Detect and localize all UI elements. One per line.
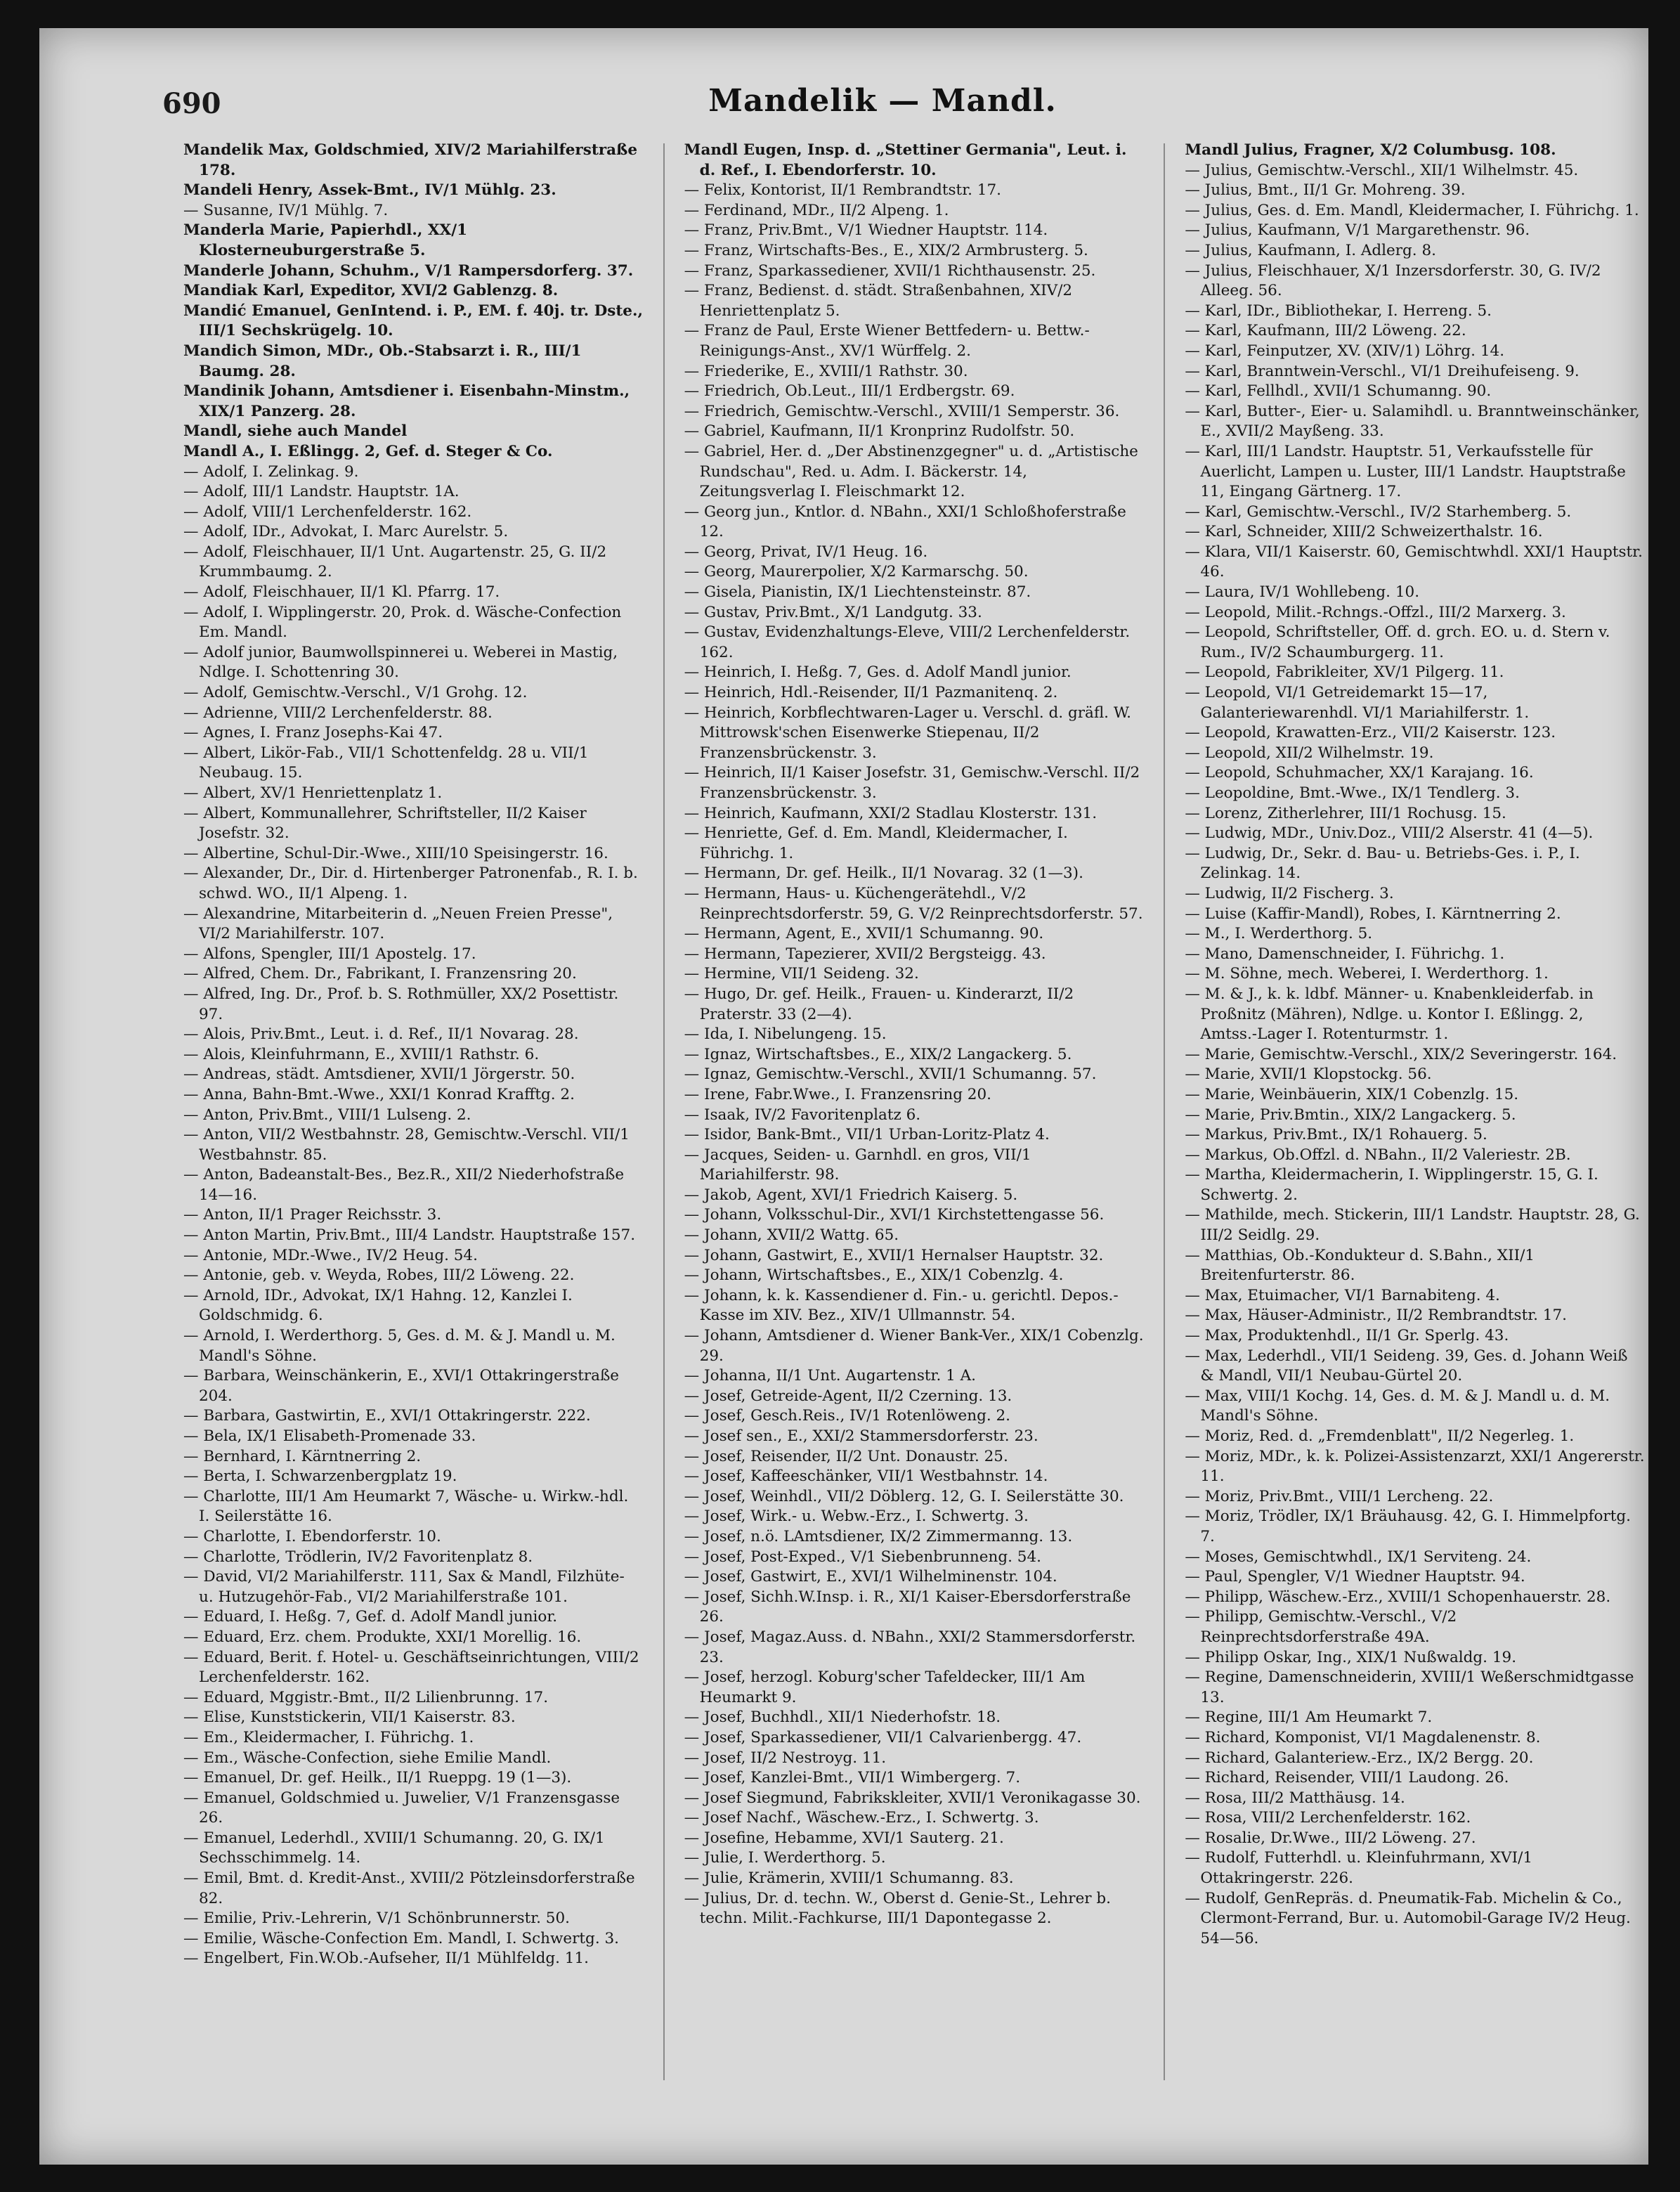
directory-entry: — Marie, Weinbäuerin, XIX/1 Cobenzlg. 15. xyxy=(1185,1085,1519,1103)
directory-entry: — Arnold, IDr., Advokat, IX/1 Hahng. 12, Kanzlei I. Goldschmidg. 6. xyxy=(183,1286,573,1325)
directory-entry: — Leopold, VI/1 Getreidemarkt 15—17, Galanteriewarenhdl. VI/1 Mariahilferstr. 1. xyxy=(1185,684,1530,722)
directory-entry: — Moriz, Priv.Bmt., VIII/1 Lercheng. 22. xyxy=(1185,1487,1494,1505)
directory-entry: — Em., Wäsche-Confection, siehe Emilie Mandl. xyxy=(183,1749,552,1767)
directory-entry: — Adolf, VIII/1 Lerchenfelderstr. 162. xyxy=(183,502,472,521)
directory-entry: — Julius, Kaufmann, I. Adlerg. 8. xyxy=(1185,241,1436,259)
directory-entry: — Adolf, Fleischhauer, II/1 Kl. Pfarrg. 17. xyxy=(183,583,500,602)
directory-entry: — Ida, I. Nibelungeng. 15. xyxy=(684,1025,887,1044)
directory-entry: — Alfred, Chem. Dr., Fabrikant, I. Franzensring 20. xyxy=(183,965,577,983)
directory-entry: — Josef, n.ö. LAmtsdiener, IX/2 Zimmermanng. 13. xyxy=(684,1527,1073,1545)
directory-entry: — Karl, Fellhdl., XVII/1 Schumanng. 90. xyxy=(1185,382,1492,401)
directory-entry: — Martha, Kleidermacherin, I. Wipplingerstr. 15, G. I. Schwertg. 2. xyxy=(1185,1166,1598,1204)
directory-entry: — Isidor, Bank-Bmt., VII/1 Urban-Loritz-Platz 4. xyxy=(684,1126,1050,1144)
directory-entry: — Antonie, geb. v. Weyda, Robes, III/2 Löweng. 22. xyxy=(183,1266,575,1285)
directory-entry: — Rosalie, Dr.Wwe., III/2 Löweng. 27. xyxy=(1185,1829,1476,1847)
directory-entry: — Em., Kleidermacher, I. Führichg. 1. xyxy=(183,1728,474,1746)
directory-entry: Mandelik Max, Goldschmied, XIV/2 Mariahilferstraße 178. xyxy=(183,141,638,179)
directory-entry: — Leopold, Schuhmacher, XX/1 Karajang. 16. xyxy=(1185,764,1534,782)
directory-entry: — Josef, Magaz.Auss. d. NBahn., XXI/2 Stammersdorferstr. 23. xyxy=(684,1628,1136,1666)
directory-entry: — Adolf, Gemischtw.-Verschl., V/1 Grohg. 12. xyxy=(183,684,528,702)
directory-entry: — Max, Häuser-Administr., II/2 Rembrandtstr. 17. xyxy=(1185,1306,1567,1325)
directory-entry: — Moriz, Trödler, IX/1 Bräuhausg. 42, G. I. Himmelpfortg. 7. xyxy=(1185,1507,1632,1545)
directory-entry: — Leopold, Krawatten-Erz., VII/2 Kaiserstr. 123. xyxy=(1185,724,1556,742)
directory-entry: — Eduard, Berit. f. Hotel- u. Geschäftseinrichtungen, VIII/2 Lerchenfelderstr. 162. xyxy=(183,1648,639,1687)
directory-entry: Mandl, siehe auch Mandel xyxy=(183,422,408,441)
directory-entry: — Charlotte, I. Ebendorferstr. 10. xyxy=(183,1527,441,1545)
directory-entry: Manderla Marie, Papierhdl., XX/1 Klosterneuburgerstraße 5. xyxy=(183,221,468,259)
directory-entry: — Gabriel, Her. d. „Der Abstinenzgegner" u. d. „Artistische Rundschau", Red. u. Adm. I. Bäckerstr. 14, Zeitungsverlag I. Fleischmarkt 12. xyxy=(684,442,1138,501)
directory-entry: Mandinik Johann, Amtsdiener i. Eisenbahn-Minstm., XIX/1 Panzerg. 28. xyxy=(183,382,630,420)
directory-entry: — Hermann, Tapezierer, XVII/2 Bergsteigg. 43. xyxy=(684,945,1046,963)
directory-entry: — Karl, Gemischtw.-Verschl., IV/2 Starhemberg. 5. xyxy=(1185,502,1572,521)
directory-entry: — Josef sen., E., XXI/2 Stammersdorferstr. 23. xyxy=(684,1427,1038,1445)
directory-entry: — Barbara, Weinschänkerin, E., XVI/1 Ottakringerstraße 204. xyxy=(183,1367,620,1405)
directory-entry: — Ignaz, Wirtschaftsbes., E., XIX/2 Langackerg. 5. xyxy=(684,1045,1072,1063)
directory-entry: — Leopoldine, Bmt.-Wwe., IX/1 Tendlerg. 3. xyxy=(1185,784,1520,802)
directory-entry: — Friedrich, Gemischtw.-Verschl., XVIII/1 Semperstr. 36. xyxy=(684,402,1120,420)
directory-entry: — Markus, Ob.Offzl. d. NBahn., II/2 Valeriestr. 2B. xyxy=(1185,1146,1571,1164)
directory-entry: — Georg jun., Kntlor. d. NBahn., XXI/1 Schloßhoferstraße 12. xyxy=(684,502,1126,541)
directory-entry: — Josef Nachf., Wäschew.-Erz., I. Schwertg. 3. xyxy=(684,1809,1039,1827)
directory-entry: — Heinrich, Hdl.-Reisender, II/1 Pazmanitenq. 2. xyxy=(684,684,1058,702)
directory-entry: — Johann, k. k. Kassendiener d. Fin.- u. gerichtl. Depos.-Kasse im XIV. Bez., XIV/1 Ullmannstr. 54. xyxy=(684,1286,1119,1325)
directory-entry: — Hermann, Agent, E., XVII/1 Schumanng. 90. xyxy=(684,925,1044,943)
directory-entry: — Eduard, Mggistr.-Bmt., II/2 Lilienbrunng. 17. xyxy=(183,1688,549,1706)
directory-entry: — Gabriel, Kaufmann, II/1 Kronprinz Rudolfstr. 50. xyxy=(684,422,1075,441)
running-title: Mandelik — Mandl. xyxy=(708,83,1057,119)
directory-entry: — Ignaz, Gemischtw.-Verschl., XVII/1 Schumanng. 57. xyxy=(684,1065,1097,1084)
directory-entry: — Adolf junior, Baumwollspinnerei u. Weberei in Mastig, Ndlge. I. Schottenring 30. xyxy=(183,643,618,682)
directory-entry: — Emanuel, Dr. gef. Heilk., II/1 Rueppg. 19 (1—3). xyxy=(183,1769,572,1787)
directory-entry: — Josef, Wirk.- u. Webw.-Erz., I. Schwertg. 3. xyxy=(684,1507,1029,1526)
directory-entry: — Rudolf, GenRepräs. d. Pneumatik-Fab. Michelin & Co., Clermont-Ferrand, Bur. u. Automobil-Garage IV/2 Heug. 54—56. xyxy=(1185,1889,1631,1947)
directory-entry: — Agnes, I. Franz Josephs-Kai 47. xyxy=(183,724,443,742)
directory-entry: — Regine, Damenschneiderin, XVIII/1 Weßerschmidtgasse 13. xyxy=(1185,1668,1634,1706)
directory-entry: — Josef, Weinhdl., VII/2 Döblerg. 12, G. I. Seilerstätte 30. xyxy=(684,1487,1124,1505)
directory-entry: — Emil, Bmt. d. Kredit-Anst., XVIII/2 Pötzleinsdorferstraße 82. xyxy=(183,1869,635,1907)
directory-entry: — Alfons, Spengler, III/1 Apostelg. 17. xyxy=(183,945,476,963)
directory-entry: — Gustav, Priv.Bmt., X/1 Landgutg. 33. xyxy=(684,603,982,621)
directory-entry: — Ferdinand, MDr., II/2 Alpeng. 1. xyxy=(684,201,949,219)
directory-entry: — Julius, Ges. d. Em. Mandl, Kleidermacher, I. Führichg. 1. xyxy=(1185,201,1639,219)
directory-entry: — Ludwig, Dr., Sekr. d. Bau- u. Betriebs-Ges. i. P., I. Zelinkag. 14. xyxy=(1185,844,1580,883)
directory-entry: — Karl, Schneider, XIII/2 Schweizerthalstr. 16. xyxy=(1185,523,1543,541)
column-divider xyxy=(663,143,665,2080)
directory-entry: — Markus, Priv.Bmt., IX/1 Rohauerg. 5. xyxy=(1185,1126,1487,1144)
directory-entry: — Rosa, VIII/2 Lerchenfelderstr. 162. xyxy=(1185,1809,1471,1827)
directory-entry: — Ludwig, II/2 Fischerg. 3. xyxy=(1185,884,1394,902)
directory-entry: — Marie, Gemischtw.-Verschl., XIX/2 Severingerstr. 164. xyxy=(1185,1045,1617,1063)
column-divider xyxy=(1164,143,1165,2080)
directory-entry: — Franz, Sparkassediener, XVII/1 Richthausenstr. 25. xyxy=(684,261,1096,280)
directory-entry: — Heinrich, Kaufmann, XXI/2 Stadlau Klosterstr. 131. xyxy=(684,804,1098,822)
directory-entry: — M. Söhne, mech. Weberei, I. Werderthorg. 1. xyxy=(1185,965,1549,983)
directory-entry: — Eduard, I. Heßg. 7, Gef. d. Adolf Mandl junior. xyxy=(183,1608,558,1626)
column-middle xyxy=(684,141,1145,2080)
directory-entry: — Josef, Reisender, II/2 Unt. Donaustr. 25. xyxy=(684,1447,1008,1465)
directory-entry: — Adolf, IDr., Advokat, I. Marc Aurelstr. 5. xyxy=(183,523,509,541)
directory-entry: — Gisela, Pianistin, IX/1 Liechtensteinstr. 87. xyxy=(684,583,1031,602)
directory-entry: — Franz, Wirtschafts-Bes., E., XIX/2 Armbrusterg. 5. xyxy=(684,241,1088,259)
directory-entry: — Alexandrine, Mitarbeiterin d. „Neuen Freien Presse", VI/2 Mariahilferstr. 107. xyxy=(183,904,613,943)
page-number: 690 xyxy=(162,87,221,120)
directory-entry: — Heinrich, I. Heßg. 7, Ges. d. Adolf Mandl junior. xyxy=(684,663,1072,682)
directory-entry: — Josef, Kaffeeschänker, VII/1 Westbahnstr. 14. xyxy=(684,1467,1048,1486)
directory-entry: — Karl, III/1 Landstr. Hauptstr. 51, Verkaufsstelle für Auerlicht, Lampen u. Luster, III/1 Landstr. Hauptstraße 11, Eingang Gärtnerg. 17. xyxy=(1185,442,1626,501)
directory-entry: — Adolf, I. Wipplingerstr. 20, Prok. d. Wäsche-Confection Em. Mandl. xyxy=(183,603,622,642)
directory-entry: — Luise (Kaffir-Mandl), Robes, I. Kärntnerring 2. xyxy=(1185,904,1561,923)
directory-entry: — Alfred, Ing. Dr., Prof. b. S. Rothmüller, XX/2 Posettistr. 97. xyxy=(183,985,619,1023)
directory-entry: — Heinrich, Korbflechtwaren-Lager u. Verschl. d. gräfl. W. Mittrowsk'schen Eisenwerke Stiepenau, II/2 Franzensbrückenstr. 3. xyxy=(684,703,1132,762)
directory-entry: — Karl, IDr., Bibliothekar, I. Herreng. 5. xyxy=(1185,301,1492,320)
directory-entry: Manderle Johann, Schuhm., V/1 Rampersdorferg. 37. xyxy=(183,261,634,280)
directory-entry: — Irene, Fabr.Wwe., I. Franzensring 20. xyxy=(684,1085,991,1103)
directory-entry: — Josef, Getreide-Agent, II/2 Czerning. 13. xyxy=(684,1387,1012,1405)
directory-entry: — Henriette, Gef. d. Em. Mandl, Kleidermacher, I. Führichg. 1. xyxy=(684,824,1068,862)
directory-entry: — Leopold, Milit.-Rchngs.-Offzl., III/2 Marxerg. 3. xyxy=(1185,603,1566,621)
directory-entry: — Julie, Krämerin, XVIII/1 Schumanng. 83. xyxy=(684,1869,1014,1888)
directory-entry: — Gustav, Evidenzhaltungs-Eleve, VIII/2 Lerchenfelderstr. 162. xyxy=(684,623,1131,661)
directory-entry: — Philipp, Wäschew.-Erz., XVIII/1 Schopenhauerstr. 28. xyxy=(1185,1588,1611,1606)
directory-entry: — Alois, Priv.Bmt., Leut. i. d. Ref., II/1 Novarag. 28. xyxy=(183,1025,579,1044)
directory-entry: — Richard, Galanteriew.-Erz., IX/2 Bergg. 20. xyxy=(1185,1749,1534,1767)
page-header xyxy=(162,83,1603,132)
directory-page xyxy=(39,28,1648,2165)
directory-entry: — Hermann, Dr. gef. Heilk., II/1 Novarag. 32 (1—3). xyxy=(684,864,1083,883)
directory-entry: — Mathilde, mech. Stickerin, III/1 Landstr. Hauptstr. 28, G. III/2 Seidlg. 29. xyxy=(1185,1206,1640,1245)
directory-entry: — Josef, Gesch.Reis., IV/1 Rotenlöweng. 2. xyxy=(684,1407,1011,1425)
directory-entry: — Julie, I. Werderthorg. 5. xyxy=(684,1849,886,1867)
directory-entry: — Emanuel, Goldschmied u. Juwelier, V/1 Franzensgasse 26. xyxy=(183,1789,620,1827)
directory-entry: — Susanne, IV/1 Mühlg. 7. xyxy=(183,201,389,219)
directory-entry: — Johann, Amtsdiener d. Wiener Bank-Ver., XIX/1 Cobenzlg. 29. xyxy=(684,1327,1144,1365)
column-left xyxy=(183,141,644,2080)
directory-entry: — Leopold, XII/2 Wilhelmstr. 19. xyxy=(1185,744,1434,762)
directory-entry: — Alexander, Dr., Dir. d. Hirtenberger Patronenfab., R. I. b. schwd. WO., II/1 Alpeng. 1. xyxy=(183,864,638,902)
directory-entry: Mandić Emanuel, GenIntend. i. P., EM. f. 40j. tr. Dste., III/1 Sechskrügelg. 10. xyxy=(183,301,643,340)
directory-entry: — Albert, Likör-Fab., VII/1 Schottenfeldg. 28 u. VII/1 Neubaug. 15. xyxy=(183,744,589,782)
directory-entry: — Julius, Fleischhauer, X/1 Inzersdorferstr. 30, G. IV/2 Alleeg. 56. xyxy=(1185,261,1601,300)
directory-entry: — Max, VIII/1 Kochg. 14, Ges. d. M. & J. Mandl u. d. M. Mandl's Söhne. xyxy=(1185,1387,1610,1425)
directory-entry: — Alois, Kleinfuhrmann, E., XVIII/1 Rathstr. 6. xyxy=(183,1045,540,1063)
directory-entry: — Jacques, Seiden- u. Garnhdl. en gros, VII/1 Mariahilferstr. 98. xyxy=(684,1146,1031,1184)
directory-entry: — Max, Etuimacher, VI/1 Barnabiteng. 4. xyxy=(1185,1286,1500,1304)
directory-entry: — Moses, Gemischtwhdl., IX/1 Serviteng. 24. xyxy=(1185,1548,1532,1566)
directory-entry: — Emilie, Wäsche-Confection Em. Mandl, I. Schwertg. 3. xyxy=(183,1929,620,1947)
directory-entry: — Josef, Sichh.W.Insp. i. R., XI/1 Kaiser-Ebersdorferstraße 26. xyxy=(684,1588,1131,1626)
directory-entry: — Albertine, Schul-Dir.-Wwe., XIII/10 Speisingerstr. 16. xyxy=(183,844,608,862)
directory-entry: Mandl Eugen, Insp. d. „Stettiner Germania", Leut. i. d. Ref., I. Ebendorferstr. 10. xyxy=(684,141,1127,179)
directory-entry: — Josef, Gastwirt, E., XVI/1 Wilhelminenstr. 104. xyxy=(684,1568,1057,1586)
directory-entry: — Adolf, Fleischhauer, II/1 Unt. Augartenstr. 25, G. II/2 Krummbaumg. 2. xyxy=(183,543,607,581)
directory-entry: — Arnold, I. Werderthorg. 5, Ges. d. M. & J. Mandl u. M. Mandl's Söhne. xyxy=(183,1327,616,1365)
directory-entry: — Anton, VII/2 Westbahnstr. 28, Gemischtw.-Verschl. VII/1 Westbahnstr. 85. xyxy=(183,1126,630,1164)
directory-entry: — Josef, Buchhdl., XII/1 Niederhofstr. 18. xyxy=(684,1708,1001,1727)
directory-entry: — Max, Lederhdl., VII/1 Seideng. 39, Ges. d. Johann Weiß & Mandl, VII/1 Neubau-Gürtel 20. xyxy=(1185,1347,1628,1385)
directory-entry: — Jakob, Agent, XVI/1 Friedrich Kaiserg. 5. xyxy=(684,1186,1018,1204)
directory-entry: Mandl A., I. Eßlingg. 2, Gef. d. Steger & Co. xyxy=(183,442,553,460)
directory-entry: — Laura, IV/1 Wohllebeng. 10. xyxy=(1185,583,1420,602)
directory-entry: — Johann, Volksschul-Dir., XVI/1 Kirchstettengasse 56. xyxy=(684,1206,1105,1224)
directory-entry: — Josef, Post-Exped., V/1 Siebenbrunneng. 54. xyxy=(684,1548,1041,1566)
directory-entry: — Adolf, I. Zelinkag. 9. xyxy=(183,462,359,481)
directory-entry: — Karl, Feinputzer, XV. (XIV/1) Löhrg. 14. xyxy=(1185,342,1505,360)
directory-entry: — Anton Martin, Priv.Bmt., III/4 Landstr. Hauptstraße 157. xyxy=(183,1226,636,1245)
directory-entry: — Engelbert, Fin.W.Ob.-Aufseher, II/1 Mühlfeldg. 11. xyxy=(183,1950,589,1968)
directory-entry: — Moriz, MDr., k. k. Polizei-Assistenzarzt, XXI/1 Angererstr. 11. xyxy=(1185,1447,1645,1486)
directory-entry: — Franz, Bedienst. d. städt. Straßenbahnen, XIV/2 Henriettenplatz 5. xyxy=(684,282,1073,320)
directory-entry: — Klara, VII/1 Kaiserstr. 60, Gemischtwhdl. XXI/1 Hauptstr. 46. xyxy=(1185,543,1643,581)
directory-entry: — Leopold, Fabrikleiter, XV/1 Pilgerg. 11. xyxy=(1185,663,1504,682)
directory-entry: — Karl, Butter-, Eier- u. Salamihdl. u. Branntweinschänker, E., XVII/2 Mayßeng. 33. xyxy=(1185,402,1640,441)
column-right xyxy=(1185,141,1645,2080)
directory-entry: — Heinrich, II/1 Kaiser Josefstr. 31, Gemischw.-Verschl. II/2 Franzensbrückenstr. 3. xyxy=(684,764,1140,802)
directory-entry: — Felix, Kontorist, II/1 Rembrandtstr. 17. xyxy=(684,181,1001,200)
directory-entry: — Bela, IX/1 Elisabeth-Promenade 33. xyxy=(183,1427,476,1445)
directory-entry: — Adrienne, VIII/2 Lerchenfelderstr. 88. xyxy=(183,703,493,722)
directory-entry: — Lorenz, Zitherlehrer, III/1 Rochusg. 15. xyxy=(1185,804,1506,822)
directory-entry: — Rosa, III/2 Matthäusg. 14. xyxy=(1185,1789,1405,1807)
directory-entry: — Josefine, Hebamme, XVI/1 Sauterg. 21. xyxy=(684,1829,1004,1847)
directory-entry: — Ludwig, MDr., Univ.Doz., VIII/2 Alserstr. 41 (4—5). xyxy=(1185,824,1594,843)
directory-entry: — Johann, Wirtschaftsbes., E., XIX/1 Cobenzlg. 4. xyxy=(684,1266,1064,1285)
directory-entry: — Emilie, Priv.-Lehrerin, V/1 Schönbrunnerstr. 50. xyxy=(183,1909,570,1928)
directory-entry: — Franz, Priv.Bmt., V/1 Wiedner Hauptstr. 114. xyxy=(684,221,1048,240)
directory-entry: — Anton, II/1 Prager Reichsstr. 3. xyxy=(183,1206,442,1224)
directory-entry: — Bernhard, I. Kärntnerring 2. xyxy=(183,1447,422,1465)
directory-entry: — Albert, XV/1 Henriettenplatz 1. xyxy=(183,784,443,802)
directory-entry: — Barbara, Gastwirtin, E., XVI/1 Ottakringerstr. 222. xyxy=(183,1407,591,1425)
directory-entry: — Matthias, Ob.-Kondukteur d. S.Bahn., XII/1 Breitenfurterstr. 86. xyxy=(1185,1246,1535,1285)
directory-entry: — Georg, Maurerpolier, X/2 Karmarschg. 50. xyxy=(684,563,1029,581)
directory-entry: — Josef Siegmund, Fabrikskleiter, XVII/1 Veronikagasse 30. xyxy=(684,1789,1141,1807)
directory-entry: — Friedrich, Ob.Leut., III/1 Erdbergstr. 69. xyxy=(684,382,1015,401)
directory-entry: — Julius, Dr. d. techn. W., Oberst d. Genie-St., Lehrer b. techn. Milit.-Fachkurse, III/1 Dapontegasse 2. xyxy=(684,1889,1112,1928)
directory-entry: Mandl Julius, Fragner, X/2 Columbusg. 108. xyxy=(1185,141,1556,159)
directory-entry: — Hermann, Haus- u. Küchengerätehdl., V/2 Reinprechtsdorferstr. 59, G. V/2 Reinprechtsdorferstr. 57. xyxy=(684,884,1143,923)
directory-entry: — Philipp Oskar, Ing., XIX/1 Nußwaldg. 19. xyxy=(1185,1648,1517,1666)
directory-entry: — Berta, I. Schwarzenbergplatz 19. xyxy=(183,1467,457,1486)
directory-entry: — Josef, herzogl. Koburg'scher Tafeldecker, III/1 Am Heumarkt 9. xyxy=(684,1668,1086,1706)
directory-entry: — Hermine, VII/1 Seideng. 32. xyxy=(684,965,919,983)
directory-entry: — Moriz, Red. d. „Fremdenblatt", II/2 Negerleg. 1. xyxy=(1185,1427,1575,1445)
directory-entry: — Antonie, MDr.-Wwe., IV/2 Heug. 54. xyxy=(183,1246,478,1264)
directory-entry: Mandeli Henry, Assek-Bmt., IV/1 Mühlg. 23. xyxy=(183,181,556,200)
directory-entry: — Josef, Kanzlei-Bmt., VII/1 Wimbergerg. 7. xyxy=(684,1769,1021,1787)
directory-entry: — Regine, III/1 Am Heumarkt 7. xyxy=(1185,1708,1433,1727)
directory-entry: — Julius, Kaufmann, V/1 Margarethenstr. 96. xyxy=(1185,221,1530,240)
directory-entry: Mandiak Karl, Expeditor, XVI/2 Gablenzg. 8. xyxy=(183,282,559,300)
directory-entry: — Marie, XVII/1 Klopstockg. 56. xyxy=(1185,1065,1432,1084)
directory-entry: — Philipp, Gemischtw.-Verschl., V/2 Reinprechtsdorferstraße 49A. xyxy=(1185,1608,1457,1646)
directory-entry: — Johanna, II/1 Unt. Augartenstr. 1 A. xyxy=(684,1367,977,1385)
directory-entry: — M. & J., k. k. ldbf. Männer- u. Knabenkleiderfab. in Proßnitz (Mähren), Ndlge. u. Kontor I. Eßlingg. 2, Amtss.-Lager I. Rotenturmstr. 1. xyxy=(1185,985,1594,1044)
directory-entry: — Charlotte, III/1 Am Heumarkt 7, Wäsche- u. Wirkw.-hdl. I. Seilerstätte 16. xyxy=(183,1487,629,1526)
directory-entry: — Johann, Gastwirt, E., XVII/1 Hernalser Hauptstr. 32. xyxy=(684,1246,1104,1264)
directory-entry: — M., I. Werderthorg. 5. xyxy=(1185,925,1373,943)
entry-columns xyxy=(183,141,1645,2080)
directory-entry: Mandich Simon, MDr., Ob.-Stabsarzt i. R., III/1 Baumg. 28. xyxy=(183,342,582,380)
directory-entry: — Julius, Bmt., II/1 Gr. Mohreng. 39. xyxy=(1185,181,1466,200)
directory-entry: — Josef, II/2 Nestroyg. 11. xyxy=(684,1749,887,1767)
directory-entry: — Isaak, IV/2 Favoritenplatz 6. xyxy=(684,1105,921,1124)
directory-entry: — Anna, Bahn-Bmt.-Wwe., XXI/1 Konrad Krafftg. 2. xyxy=(183,1085,575,1103)
directory-entry: — Georg, Privat, IV/1 Heug. 16. xyxy=(684,543,928,561)
directory-entry: — Mano, Damenschneider, I. Führichg. 1. xyxy=(1185,945,1505,963)
directory-entry: — Julius, Gemischtw.-Verschl., XII/1 Wilhelmstr. 45. xyxy=(1185,161,1579,179)
directory-entry: — Richard, Komponist, VI/1 Magdalenenstr. 8. xyxy=(1185,1728,1541,1746)
directory-entry: — Richard, Reisender, VIII/1 Laudong. 26. xyxy=(1185,1769,1509,1787)
directory-entry: — Paul, Spengler, V/1 Wiedner Hauptstr. 94. xyxy=(1185,1568,1525,1586)
directory-entry: — Albert, Kommunallehrer, Schriftsteller, II/2 Kaiser Josefstr. 32. xyxy=(183,804,587,843)
directory-entry: — Adolf, III/1 Landstr. Hauptstr. 1A. xyxy=(183,483,460,501)
directory-entry: — Josef, Sparkassediener, VII/1 Calvarienbergg. 47. xyxy=(684,1728,1082,1746)
directory-entry: — Johann, XVII/2 Wattg. 65. xyxy=(684,1226,899,1245)
directory-entry: — Leopold, Schriftsteller, Off. d. grch. EO. u. d. Stern v. Rum., IV/2 Schaumburgerg. 11. xyxy=(1185,623,1610,661)
directory-entry: — David, VI/2 Mariahilferstr. 111, Sax & Mandl, Filzhüte- u. Hutzugehör-Fab., VI/2 Mariahilferstraße 101. xyxy=(183,1568,625,1606)
directory-entry: — Marie, Priv.Bmtin., XIX/2 Langackerg. 5. xyxy=(1185,1105,1516,1124)
directory-entry: — Hugo, Dr. gef. Heilk., Frauen- u. Kinderarzt, II/2 Praterstr. 33 (2—4). xyxy=(684,985,1074,1023)
directory-entry: — Friederike, E., XVIII/1 Rathstr. 30. xyxy=(684,362,968,380)
directory-entry: — Rudolf, Futterhdl. u. Kleinfuhrmann, XVI/1 Ottakringerstr. 226. xyxy=(1185,1849,1533,1888)
directory-entry: — Charlotte, Trödlerin, IV/2 Favoritenplatz 8. xyxy=(183,1548,533,1566)
directory-entry: — Karl, Kaufmann, III/2 Löweng. 22. xyxy=(1185,322,1466,340)
directory-entry: — Eduard, Erz. chem. Produkte, XXI/1 Morellig. 16. xyxy=(183,1628,582,1646)
directory-entry: — Karl, Branntwein-Verschl., VI/1 Dreihufeiseng. 9. xyxy=(1185,362,1580,380)
directory-entry: — Andreas, städt. Amtsdiener, XVII/1 Jörgerstr. 50. xyxy=(183,1065,575,1084)
directory-entry: — Anton, Badeanstalt-Bes., Bez.R., XII/2 Niederhofstraße 14—16. xyxy=(183,1166,625,1204)
directory-entry: — Anton, Priv.Bmt., VIII/1 Lulseng. 2. xyxy=(183,1105,471,1124)
directory-entry: — Elise, Kunststickerin, VII/1 Kaiserstr. 83. xyxy=(183,1708,516,1727)
directory-entry: — Franz de Paul, Erste Wiener Bettfedern- u. Bettw.-Reinigungs-Anst., XV/1 Würffelg. 2. xyxy=(684,322,1090,360)
directory-entry: — Emanuel, Lederhdl., XVIII/1 Schumanng. 20, G. IX/1 Sechsschimmelg. 14. xyxy=(183,1829,605,1867)
directory-entry: — Max, Produktenhdl., II/1 Gr. Sperlg. 43. xyxy=(1185,1327,1509,1345)
